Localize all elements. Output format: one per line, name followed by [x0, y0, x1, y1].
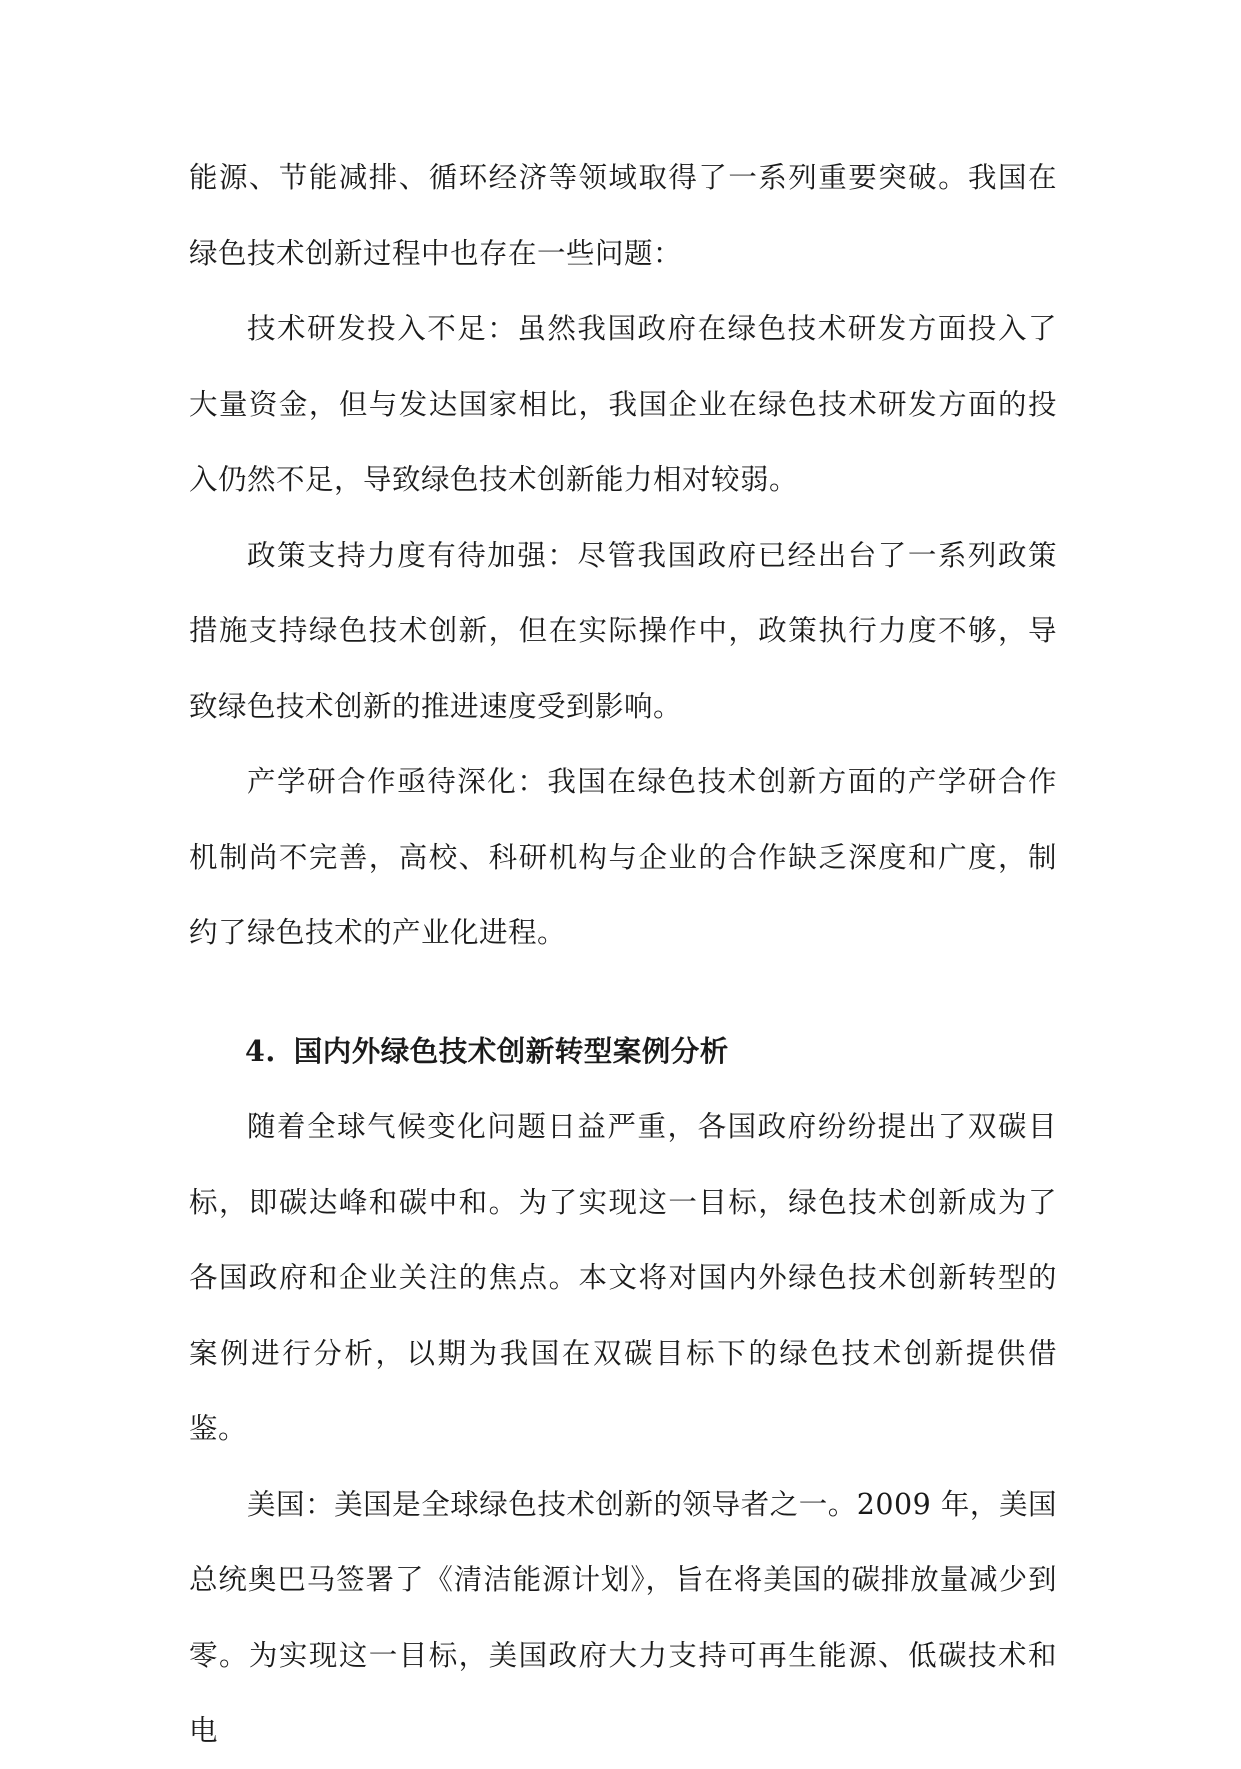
section-title: 国内外绿色技术创新转型案例分析 — [293, 1033, 729, 1068]
page-content — [189, 140, 1057, 1769]
paragraph-industry-academia: 产学研合作亟待深化：我国在绿色技术创新方面的产学研合作机制尚不完善，高校、科研机构与企业的合作缺乏深度和广度，制约了绿色技术的产业化进程。 — [189, 765, 1057, 949]
paragraph-usa: 美国：美国是全球绿色技术创新的领导者之一。2009 年，美国总统奥巴马签署了《清洁能源计划》，旨在将美国的碳排放量减少到零。为实现这一目标，美国政府大力支持可再生能源、低碳技术和电 — [189, 1487, 1057, 1747]
paragraph-rd-investment: 技术研发投入不足：虽然我国政府在绿色技术研发方面投入了大量资金，但与发达国家相比，我国企业在绿色技术研发方面的投入仍然不足，导致绿色技术创新能力相对较弱。 — [189, 312, 1057, 496]
paragraph-policy-support: 政策支持力度有待加强：尽管我国政府已经出台了一系列政策措施支持绿色技术创新，但在实际操作中，政策执行力度不够，导致绿色技术创新的推进速度受到影响。 — [189, 538, 1057, 723]
paragraph-intro: 随着全球气候变化问题日益严重，各国政府纷纷提出了双碳目标，即碳达峰和碳中和。为了实现这一目标，绿色技术创新成为了各国政府和企业关注的焦点。本文将对国内外绿色技术创新转型的案例进行分析，以期为我国在双碳目标下的绿色技术创新提供借鉴。 — [189, 1110, 1057, 1445]
section-number: 4. — [245, 1033, 276, 1068]
paragraph-continuation: 能源、节能减排、循环经济等领域取得了一系列重要突破。我国在绿色技术创新过程中也存在一些问题： — [189, 161, 1057, 270]
section-heading — [189, 971, 1057, 1090]
